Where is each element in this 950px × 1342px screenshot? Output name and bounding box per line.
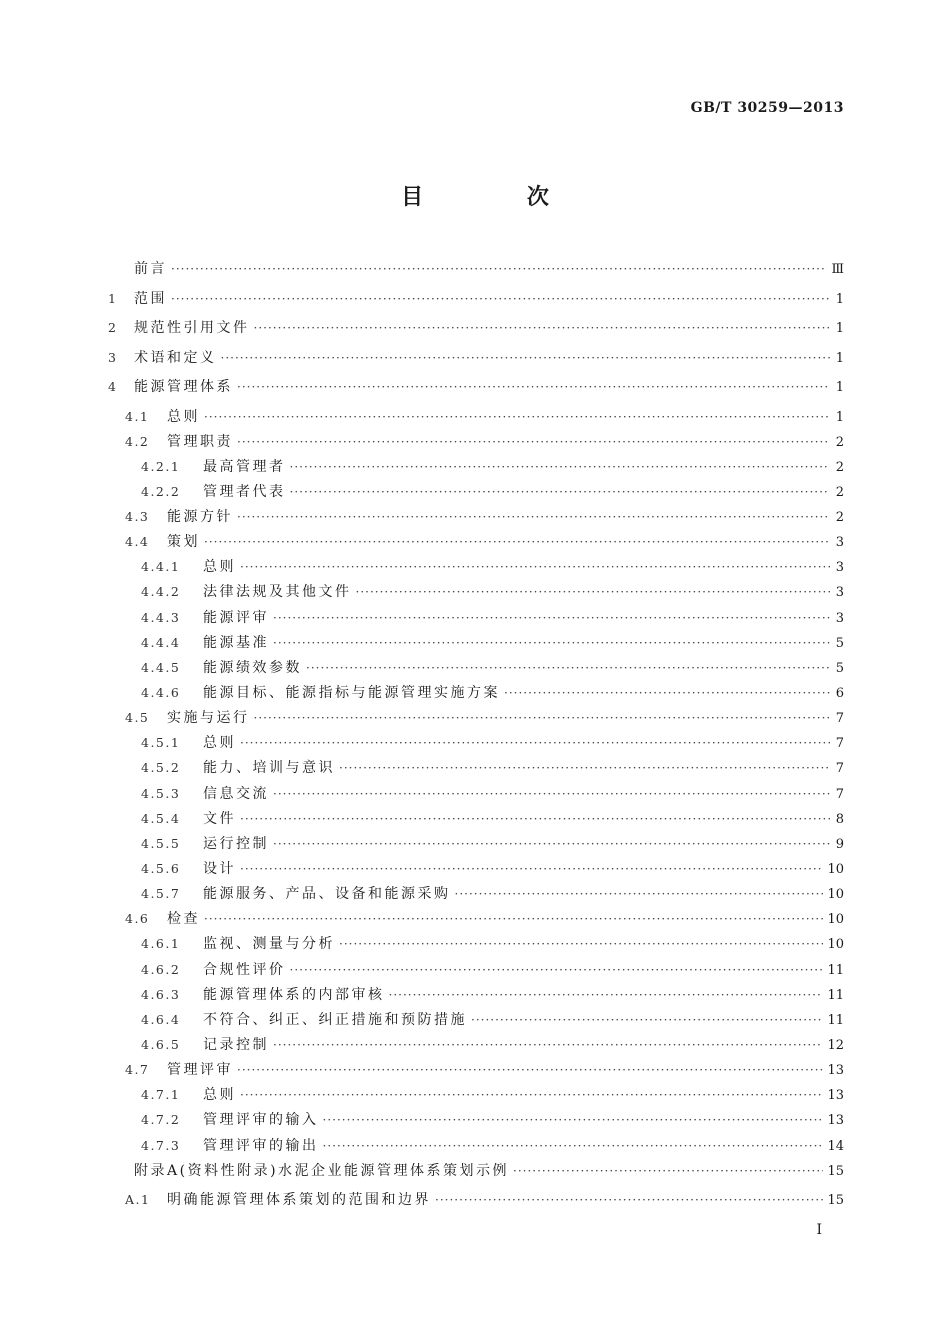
toc-entry-number: 4.4.4 [141,634,181,650]
toc-entry-page: 3 [835,535,844,551]
dot-leader [237,380,830,394]
toc-entry-number: 4.2.1 [141,458,181,474]
dot-leader [171,292,830,306]
toc-entry-number: 4.6.5 [141,1037,181,1053]
toc-entry[interactable] [108,858,844,883]
toc-entry-page: 7 [835,786,844,802]
toc-entry-page: 2 [835,510,844,526]
standard-code: GB/T 30259—2013 [690,100,844,116]
toc-entry-label: 法律法规及其他文件 [203,584,352,601]
toc-entry[interactable] [108,506,844,531]
toc-entry[interactable] [108,1034,844,1059]
toc-entry-label: 能源方针 [167,509,233,526]
toc-entry-label: 最高管理者 [203,458,286,475]
toc-entry-label: 管理者代表 [203,483,286,500]
toc-entry[interactable] [108,317,844,347]
toc-entry-page: 15 [827,1193,844,1209]
toc-entry-number: 4.2.2 [141,483,181,499]
toc-entry-page: 7 [835,736,844,752]
toc-entry-page: 8 [835,811,844,827]
toc-entry[interactable] [108,707,844,732]
toc-entry-label: 总则 [167,408,200,425]
toc-entry-page: 11 [827,962,844,978]
toc-entry-page: 14 [827,1138,844,1154]
dot-leader [273,1038,823,1052]
toc-entry-label: 运行控制 [203,835,269,852]
toc-entry-number: 4.5.7 [141,886,181,902]
toc-entry-page: 10 [827,937,844,953]
toc-entry-page: 1 [835,291,844,307]
dot-leader [254,321,831,335]
toc-entry[interactable] [108,431,844,456]
toc-entry-page: 15 [827,1163,844,1179]
toc-entry[interactable] [108,1109,844,1134]
toc-entry[interactable] [108,1059,844,1084]
toc-entry-label: 能源管理体系 [134,379,233,395]
toc-entry-label: 设计 [203,861,236,878]
toc-entry[interactable] [108,808,844,833]
toc-entry[interactable] [108,581,844,606]
toc-entry-label: 能源服务、产品、设备和能源采购 [203,886,451,903]
toc-entry-number: 4.6.4 [141,1011,181,1027]
toc-entry-page: 7 [835,761,844,777]
toc-entry-label: 能源目标、能源指标与能源管理实施方案 [203,685,500,702]
dot-leader [254,711,831,725]
toc-entry-number: A.1 [125,1192,151,1208]
dot-leader [204,912,823,926]
toc-entry-number: 4.7.1 [141,1087,181,1103]
dot-leader [471,1013,823,1027]
toc-entry-label: 能源管理体系的内部审核 [203,986,385,1003]
toc-entry-label: 管理评审 [167,1062,233,1079]
toc-entry[interactable] [108,1189,844,1214]
toc-entry[interactable] [108,1160,844,1190]
toc-entry-page: 1 [835,350,844,366]
dot-leader [237,1063,823,1077]
toc-entry-number: 4.7 [125,1062,150,1078]
toc-entry-page: 10 [827,912,844,928]
toc-entry-label: 管理评审的输入 [203,1112,319,1129]
toc-entry-label: 附录A(资料性附录)水泥企业能源管理体系策划示例 [134,1162,510,1179]
dot-leader [240,812,830,826]
table-of-contents [108,258,844,1214]
toc-entry-number: 4.4 [125,534,150,550]
dot-leader [240,1088,823,1102]
dot-leader [389,988,824,1002]
toc-entry[interactable] [108,682,844,707]
toc-entry-page: 1 [835,409,844,425]
toc-entry[interactable] [108,481,844,506]
dot-leader [323,1113,824,1127]
toc-entry-label: 总则 [203,559,236,576]
toc-entry-label: 管理评审的输出 [203,1137,319,1154]
toc-entry-label: 实施与运行 [167,710,250,727]
toc-entry-number: 4.3 [125,509,150,525]
toc-entry[interactable] [108,1084,844,1109]
toc-entry[interactable] [108,883,844,908]
toc-entry-label: 能力、培训与意识 [203,760,335,777]
toc-entry-page: 5 [835,635,844,651]
toc-entry-page: 11 [827,987,844,1003]
toc-entry-page: 12 [827,1038,844,1054]
toc-entry[interactable] [108,347,844,377]
toc-entry-number: 4.6.2 [141,961,181,977]
dot-leader [435,1193,823,1207]
toc-entry[interactable] [108,1009,844,1034]
toc-entry[interactable] [108,632,844,657]
toc-entry-page: 1 [835,321,844,336]
dot-leader [339,761,830,775]
toc-entry-number: 4.5 [125,710,150,726]
toc-entry[interactable] [108,757,844,782]
toc-entry-number: 4.5.2 [141,760,181,776]
toc-entry-label: 管理职责 [167,433,233,450]
dot-leader [306,661,830,675]
toc-entry-label: 术语和定义 [134,349,217,366]
dot-leader [273,636,830,650]
toc-entry-page: 6 [835,686,844,702]
toc-entry-label: 总则 [203,735,236,752]
toc-entry-label: 文件 [203,810,236,827]
toc-entry-label: 总则 [203,1087,236,1104]
toc-entry-page: 9 [835,836,844,852]
toc-entry-number: 4.6.3 [141,986,181,1002]
toc-entry-page: 10 [827,887,844,903]
toc-entry-label: 策划 [167,534,200,551]
toc-entry-number: 1 [108,290,118,306]
toc-entry[interactable] [108,984,844,1009]
toc-entry[interactable] [108,833,844,858]
toc-entry[interactable] [108,406,844,431]
toc-entry[interactable] [108,1135,844,1160]
dot-leader [221,351,831,365]
toc-entry-number: 4.4.6 [141,685,181,701]
toc-entry-number: 4.7.2 [141,1112,181,1128]
toc-entry-page: 13 [827,1063,844,1079]
toc-entry-number: 4.5.6 [141,861,181,877]
toc-entry[interactable] [108,657,844,682]
dot-leader [204,410,830,424]
toc-entry[interactable] [108,456,844,481]
toc-entry-page: 3 [835,560,844,576]
dot-leader [339,937,823,951]
toc-entry-number: 4.4.5 [141,659,181,675]
toc-entry-page: Ⅲ [831,262,844,277]
toc-entry-number: 4.5.4 [141,810,181,826]
toc-entry-number: 4.5.1 [141,735,181,751]
toc-entry[interactable] [108,732,844,757]
toc-entry-page: 11 [827,1012,844,1028]
toc-entry-label: 记录控制 [203,1037,269,1054]
toc-entry-page: 3 [835,585,844,601]
toc-entry[interactable] [108,376,844,406]
dot-leader [290,485,831,499]
toc-entry-page: 3 [835,610,844,626]
dot-leader [356,585,831,599]
toc-entry-number: 4.5.5 [141,835,181,851]
toc-entry-label: 明确能源管理体系策划的范围和边界 [167,1192,431,1209]
toc-entry[interactable] [108,908,844,933]
toc-entry-page: 13 [827,1088,844,1104]
toc-entry-page: 10 [827,862,844,878]
toc-entry-number: 4.4.2 [141,584,181,600]
toc-entry-number: 4.6.1 [141,936,181,952]
toc-entry-page: 2 [835,459,844,475]
dot-leader [504,686,830,700]
toc-entry-number: 4 [108,379,118,394]
dot-leader [273,837,830,851]
toc-entry-page: 7 [835,711,844,727]
dot-leader [237,435,830,449]
toc-entry-label: 规范性引用文件 [134,320,250,336]
dot-leader [323,1139,824,1153]
dot-leader [240,560,830,574]
toc-entry[interactable] [108,607,844,632]
toc-entry-label: 不符合、纠正、纠正措施和预防措施 [203,1011,467,1028]
toc-entry-number: 4.6 [125,911,150,927]
toc-entry-label: 范围 [134,290,167,307]
toc-entry-number: 4.7.3 [141,1137,181,1153]
toc-entry-number: 4.5.3 [141,785,181,801]
toc-entry-number: 4.4.3 [141,609,181,625]
toc-entry-page: 2 [835,434,844,450]
toc-entry[interactable] [108,556,844,581]
toc-entry-page: 2 [835,484,844,500]
toc-entry[interactable] [108,288,844,318]
dot-leader [290,963,824,977]
toc-entry[interactable] [108,258,844,288]
dot-leader [237,510,830,524]
toc-entry-label: 能源评审 [203,609,269,626]
toc-entry-number: 4.1 [125,408,150,424]
toc-entry-number: 4.2 [125,433,150,449]
toc-entry[interactable] [108,959,844,984]
toc-entry-number: 2 [108,320,118,335]
toc-entry-label: 监视、测量与分析 [203,936,335,953]
dot-leader [513,1164,823,1178]
toc-entry-label: 合规性评价 [203,961,286,978]
toc-entry-number: 3 [108,349,118,365]
dot-leader [290,460,831,474]
dot-leader [455,887,824,901]
toc-entry[interactable] [108,783,844,808]
dot-leader [171,262,827,276]
toc-entry-number: 4.4.1 [141,559,181,575]
page-title: 目 次 [401,185,597,210]
toc-entry-label: 信息交流 [203,785,269,802]
dot-leader [204,535,830,549]
toc-entry-page: 5 [835,660,844,676]
dot-leader [273,787,830,801]
toc-entry-label: 能源绩效参数 [203,659,302,676]
toc-entry-label: 检查 [167,911,200,928]
page-number: I [816,1222,822,1238]
toc-entry-label: 前言 [134,261,167,277]
toc-entry-page: 1 [835,380,844,395]
dot-leader [273,611,830,625]
toc-entry-label: 能源基准 [203,634,269,651]
toc-entry[interactable] [108,933,844,958]
dot-leader [240,736,830,750]
toc-entry-page: 13 [827,1113,844,1129]
dot-leader [240,862,823,876]
toc-entry[interactable] [108,531,844,556]
